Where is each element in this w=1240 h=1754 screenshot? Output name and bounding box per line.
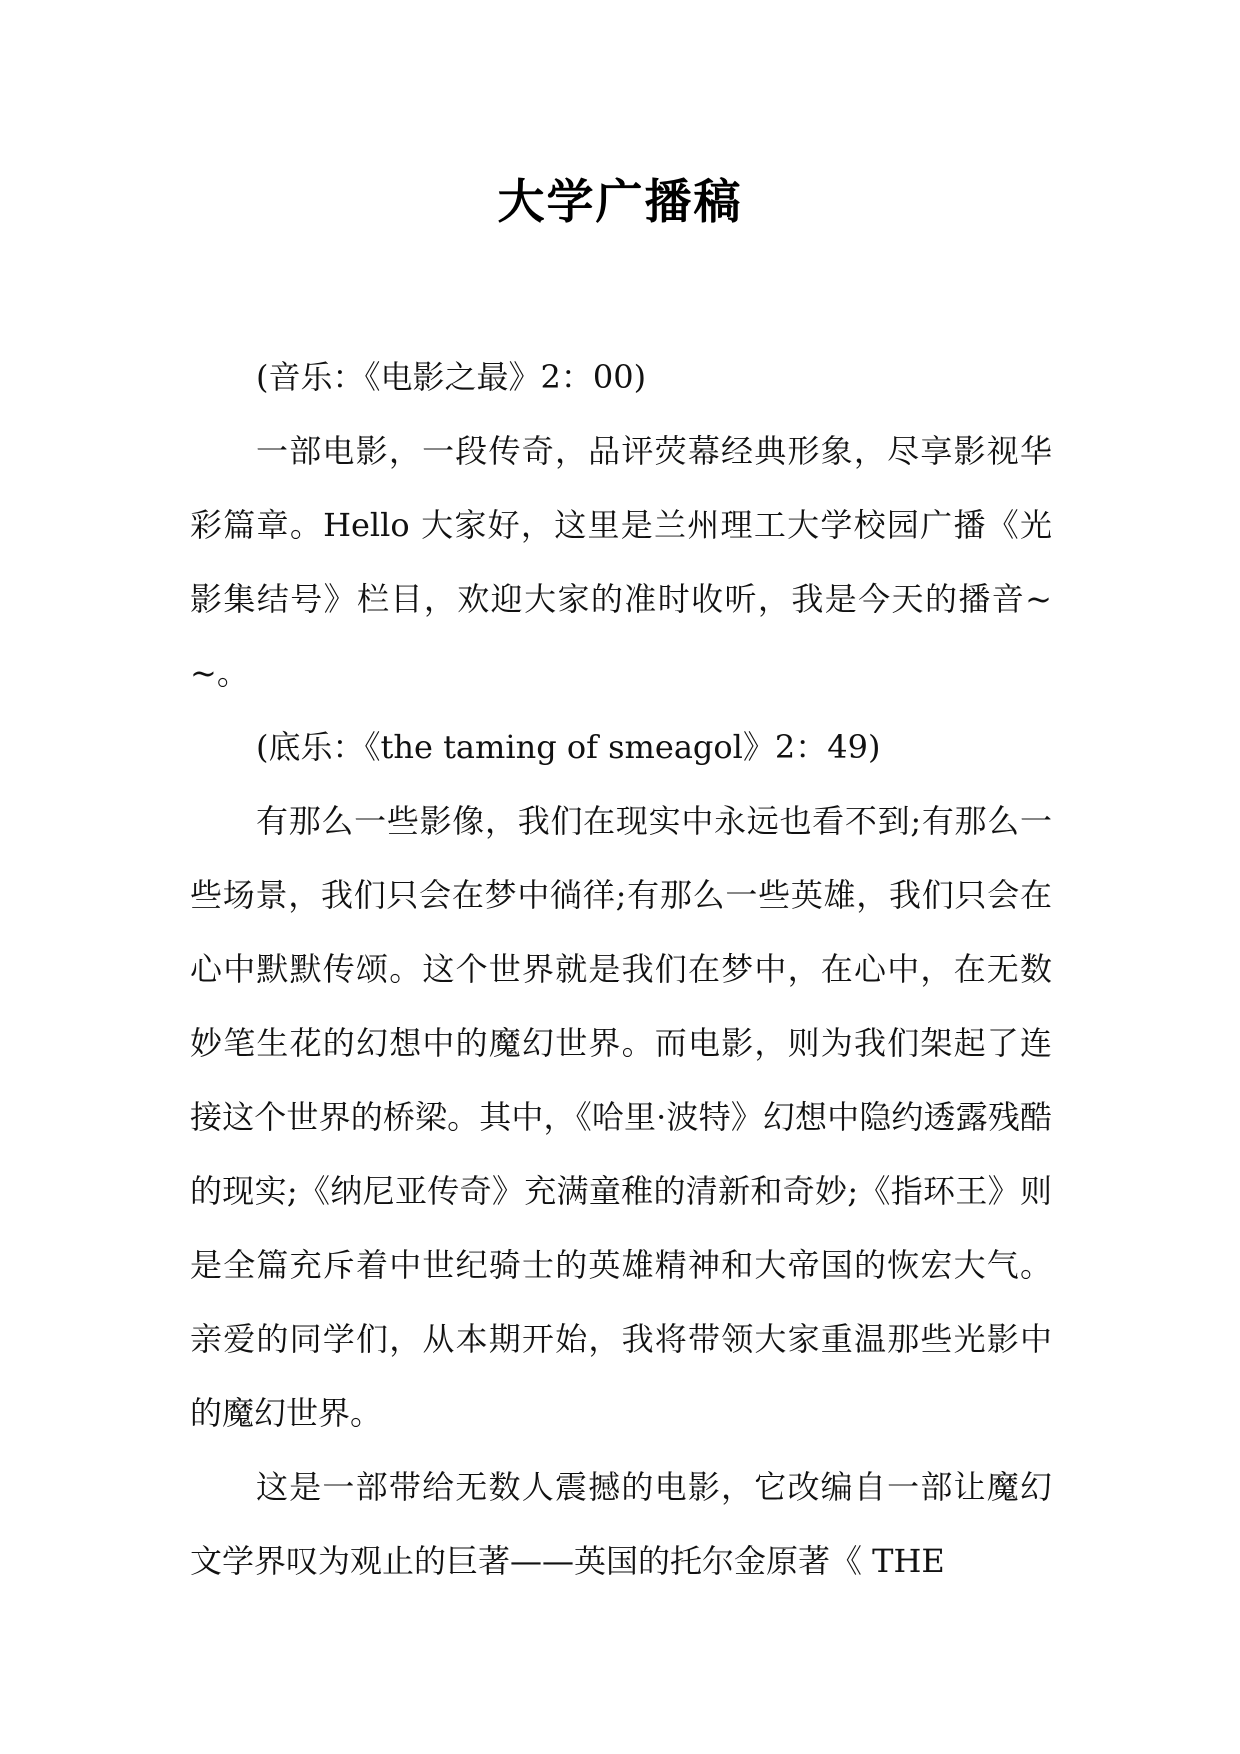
- paragraph-intro: 一部电影，一段传奇，品评荧幕经典形象，尽享影视华彩篇章。Hello 大家好，这里是兰州理工大学校园广播《光影集结号》栏目，欢迎大家的准时收听，我是今天的播音~~。: [190, 432, 1052, 692]
- document-title: 大学广播稿: [497, 175, 743, 230]
- paragraph-closing: 这是一部带给无数人震撼的电影，它改编自一部让魔幻文学界叹为观止的巨著——英国的托尔金原著《 THE: [190, 1468, 1052, 1580]
- paragraph-music-cue-2: (底乐：《the taming of smeagol》2：49): [256, 728, 881, 766]
- document-body: [190, 340, 1052, 1598]
- paragraph-music-cue-1: (音乐：《电影之最》2：00): [256, 358, 647, 396]
- paragraph-main: 有那么一些影像，我们在现实中永远也看不到;有那么一些场景，我们只会在梦中徜徉;有那么一些英雄，我们只会在心中默默传颂。这个世界就是我们在梦中，在心中，在无数妙笔生花的幻想中的魔幻世界。而电影，则为我们架起了连接这个世界的桥梁。其中，《哈里·波特》幻想中隐约透露残酷的现实;《纳尼亚传奇》充满童稚的清新和奇妙;《指环王》则是全篇充斥着中世纪骑士的英雄精神和大帝国的恢宏大气。亲爱的同学们，从本期开始，我将带领大家重温那些光影中的魔幻世界。: [190, 802, 1052, 1432]
